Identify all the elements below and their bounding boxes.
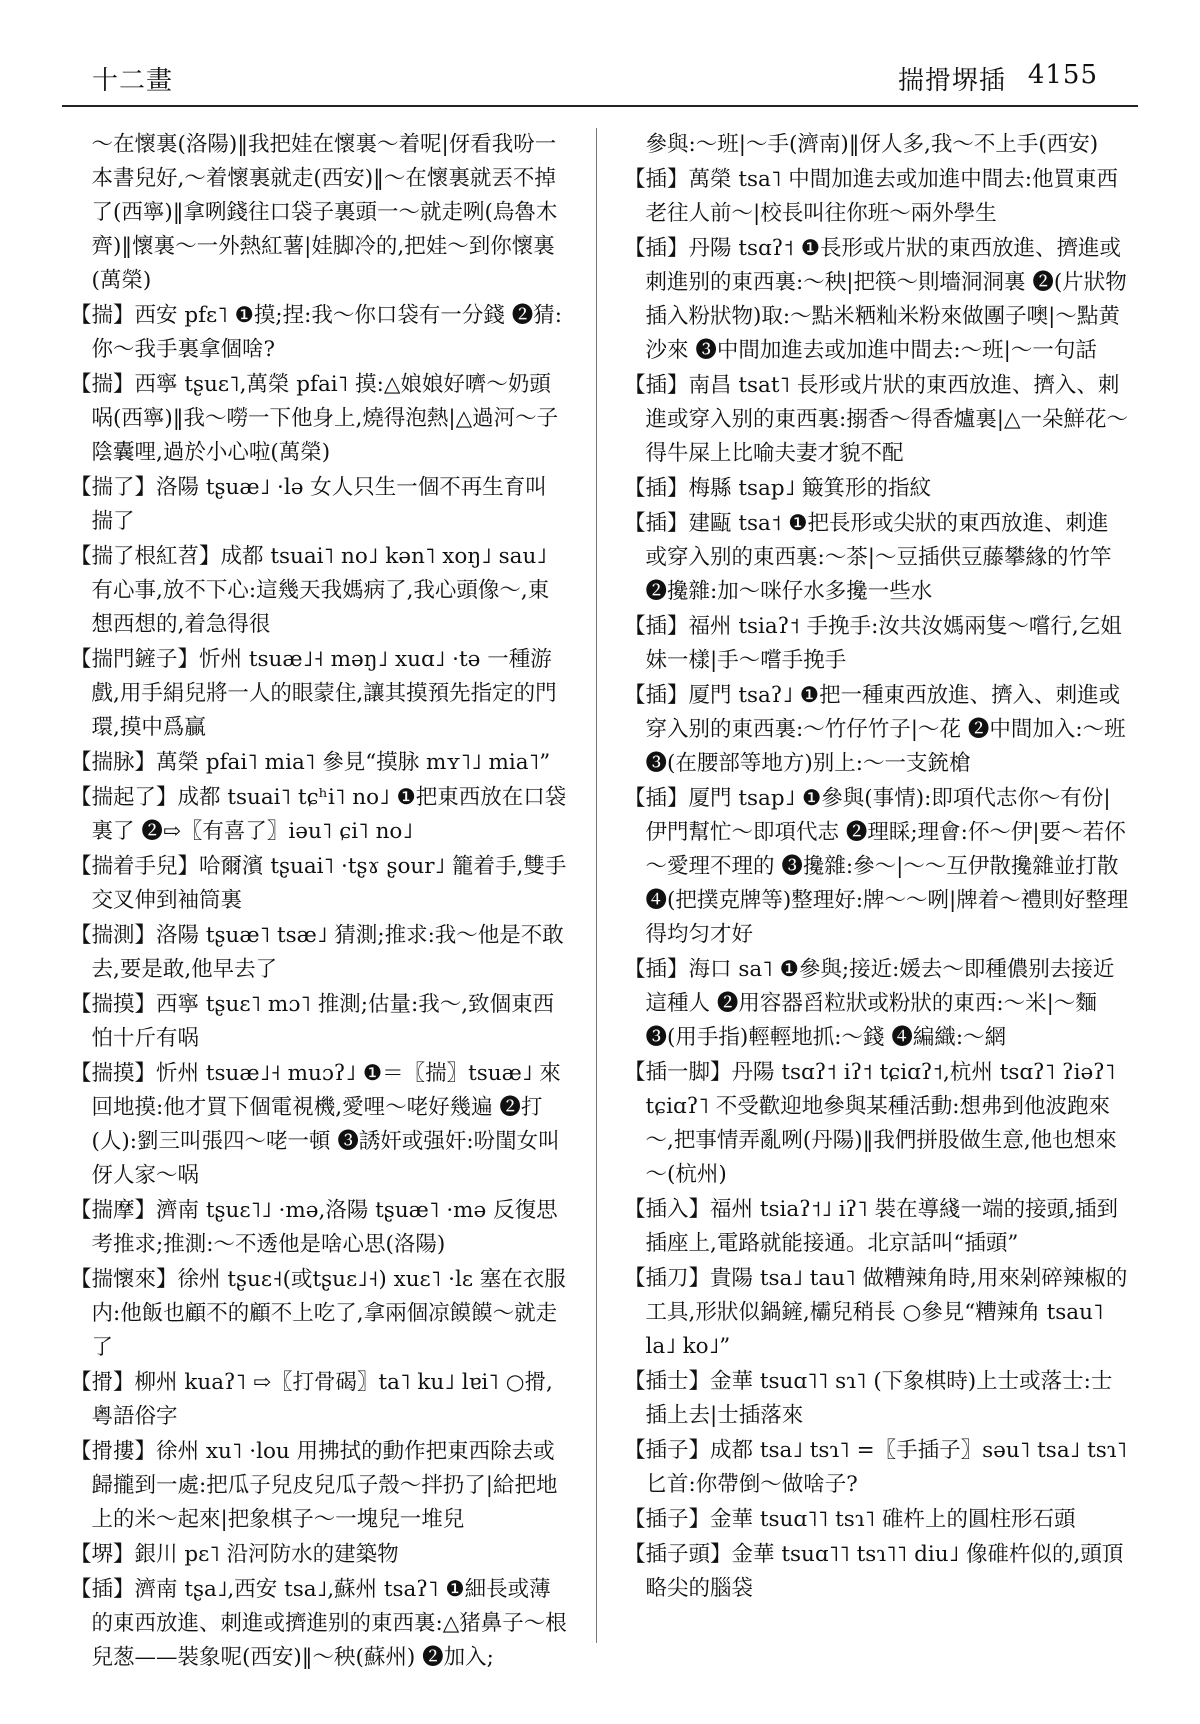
dictionary-entry: 【插】濟南 tʂa˩,西安 tsa˩,蘇州 tsaʔ˥ ❶細長或薄的東西放進、刺進或擠進别的東西裏:△猪鼻子～根兒葱——裝象呢(西安)‖～秧(蘇州) ❷加入; (70, 1577, 567, 1670)
page-number: 4155 (1027, 60, 1098, 90)
dictionary-entry: 【搰摟】徐州 xu˥ ·lou 用拂拭的動作把東西除去或歸攏到一處:把瓜子兒皮兒瓜子殼～拌扔了|給把地上的米～起來|把象棋子～一塊兒一堆兒 (70, 1439, 558, 1532)
dictionary-entry: 【插】厦門 tsap˩ ❶參與(事情):即項代志你～有份|伊門幫忙～即項代志 ❷理睬;理會:伓～伊|要～若伓～愛理不理的 ❸攙雜:參～|～～互伊散攙雜並打散 ❹(把撲克牌等)整理好:牌～～咧|牌着～禮則好整理得均匀才好 (624, 786, 1129, 947)
header-section-label: 十二畫 (92, 66, 174, 96)
column-divider (596, 128, 597, 1643)
entry-continuation: ～在懷裏(洛陽)‖我把娃在懷裏～着呢|伢看我吩一本書兒好,～着懷裏就走(西安)‖～在懷裏就丟不掉了(西寧)‖拿咧錢往口袋子裏頭一～就走咧(烏魯木齊)‖懷裏～一外熱紅薯|娃脚冷的,把娃～到你懷裏(萬榮) (91, 132, 558, 293)
dictionary-entry: 【堺】銀川 pɛ˥ 沿河防水的建築物 (70, 1542, 399, 1567)
dictionary-entry: 【揣】西安 pfɛ˥ ❶摸;捏:我～你口袋有一分錢 ❷猜:你～我手裏拿個啥? (70, 303, 562, 362)
dictionary-entry: 【插】丹陽 tsɑʔ˦ ❶長形或片狀的東西放進、擠進或刺進别的東西裏:～秧|把筷～則墻洞洞裏 ❷(片狀物插入粉狀物)取:～點米粞籼米粉來做團子噢|～點黄沙來 ❸中間加進去或加進中間去:～班|～一句話 (624, 236, 1127, 363)
dictionary-entry: 【插刀】貴陽 tsa˩ tau˥ 做糟辣角時,用來剁碎辣椒的工具,形狀似鍋鏟,欛兒稍長 ○參見“糟辣角 tsau˥ la˩ ko˩” (624, 1266, 1128, 1359)
dictionary-entry: 【插子】金華 tsuɑ˥˥ tsɿ˥ 碓杵上的圓柱形石頭 (624, 1507, 1076, 1532)
dictionary-entry: 【插士】金華 tsuɑ˥˥ sɿ˥ (下象棋時)上士或落士:士插上去|士插落來 (624, 1369, 1113, 1428)
dictionary-entry: 【揣摸】忻州 tsuæ˩˧ muɔʔ˩ ❶＝〖揣〗tsuæ˩ 來回地摸:他才買下個電視機,愛哩～咾好幾遍 ❷打(人):劉三叫張四～咾一頓 ❸誘奸或强奸:吩閨女叫伢人家～㖞 (70, 1061, 561, 1188)
dictionary-entry: 【揣起了】成都 tsuai˥ tɕʰi˥ no˩ ❶把東西放在口袋裏了 ❷⇨〖有喜了〗iəu˥ ɕi˥ no˩ (70, 785, 567, 844)
dictionary-entry: 【插子】成都 tsa˩ tsɿ˥ =〖手插子〗səu˥ tsa˩ tsɿ˥ 匕首:你帶倒～做啥子? (624, 1438, 1128, 1497)
dictionary-entry: 【插一脚】丹陽 tsɑʔ˦ iʔ˦ tɕiɑʔ˦,杭州 tsɑʔ˥ ʔiəʔ˥ tɕiɑʔ˥ 不受歡迎地參與某種活動:想弗到他波跑來～,把事情弄亂咧(丹陽)‖我們拼股做生意,他也想來～(杭州) (624, 1060, 1117, 1187)
dictionary-entry: 【插】萬榮 tsa˥ 中間加進去或加進中間去:他買東西老往人前～|校長叫往你班～兩外學生 (624, 167, 1119, 226)
dictionary-entry: 【揣脉】萬榮 pfai˥ mia˥ 參見“摸脉 mʏ˥˩ mia˥” (70, 750, 551, 775)
dictionary-entry: 【揣懷來】徐州 tʂuɛ˧(或tʂuɛ˩˧) xuɛ˥ ·lɛ 塞在衣服内:他飯也顧不的顧不上吃了,拿兩個凉饃饃～就走了 (70, 1267, 566, 1360)
dictionary-entry: 【插子頭】金華 tsuɑ˥˥ tsɿ˥˥ diu˩ 像碓杵似的,頭頂略尖的腦袋 (624, 1542, 1124, 1601)
dictionary-entry: 【揣摸】西寧 tʂuɛ˥ mɔ˥ 推測;估量:我～,致個東西怕十斤有㖞 (70, 992, 555, 1051)
dictionary-entry: 【揣了】洛陽 tʂuæ˩ ·lə 女人只生一個不再生育叫揣了 (70, 475, 547, 534)
dictionary-entry: 【插】梅縣 tsap˩ 簸箕形的指紋 (624, 476, 932, 501)
header-right (898, 60, 1098, 97)
dictionary-entry: 【插】福州 tsiaʔ˦ 手挽手:汝共汝媽兩隻～嚐行,乞姐妹一樣|手～嚐手挽手 (624, 614, 1122, 673)
header-rule (62, 105, 1138, 107)
dictionary-entry: 【插】建甌 tsa˦ ❶把長形或尖狀的東西放進、刺進或穿入别的東西裏:～茶|～豆插供豆藤攀緣的竹竿 ❷攙雜:加～咪仔水多攙一些水 (624, 511, 1112, 604)
right-column (624, 128, 1130, 1607)
entry-continuation: 參與:～班|～手(濟南)‖伢人多,我～不上手(西安) (645, 132, 1099, 157)
left-column (70, 128, 567, 1676)
dictionary-entry: 【揣了根紅苕】成都 tsuai˥ no˩ kən˥ xoŋ˩ sau˩ 有心事,放不下心:這幾天我媽病了,我心頭像～,東想西想的,着急得很 (70, 544, 550, 637)
dictionary-entry: 【揣測】洛陽 tʂuæ˥ tsæ˩ 猜測;推求:我～他是不敢去,要是敢,他早去了 (70, 923, 564, 982)
header-headword-chars: 揣搰堺插 (897, 66, 1006, 96)
dictionary-entry: 【插】海口 sa˥ ❶參與;接近:媛去～即種儂别去接近這種人 ❷用容器舀粒狀或粉狀的東西:～米|～麵 ❸(用手指)輕輕地抓:～錢 ❹編織:～網 (624, 957, 1115, 1050)
dictionary-entry: 【插入】福州 tsiaʔ˦˩ iʔ˥ 裝在導綫一端的接頭,插到插座上,電路就能接通。北京話叫“插頭” (624, 1197, 1118, 1256)
dictionary-entry: 【揣】西寧 tʂuɛ˥,萬榮 pfai˥ 摸:△娘娘好嚌～奶頭㖞(西寧)‖我～嘮一下他身上,燒得泡熱|△過河～子陰囊哩,過於小心啦(萬榮) (70, 372, 559, 465)
dictionary-entry: 【插】厦門 tsaʔ˩ ❶把一種東西放進、擠入、刺進或穿入别的東西裏:～竹仔竹子|～花 ❷中間加入:～班 ❸(在腰部等地方)别上:～一支銃槍 (624, 683, 1126, 776)
dictionary-entry: 【揣門鏟子】忻州 tsuæ˩˧ məŋ˩ xuɑ˩ ·tə 一種游戲,用手絹兒將一人的眼蒙住,讓其摸預先指定的門環,摸中爲贏 (70, 647, 557, 740)
dictionary-entry: 【搰】柳州 kuaʔ˥ ⇨〖打骨碣〗ta˥ ku˩ lɐi˥ ○搰,粵語俗字 (70, 1370, 553, 1429)
dictionary-entry: 【插】南昌 tsat˥ 長形或片狀的東西放進、擠入、刺進或穿入别的東西裏:搦香～得香爐裏|△一朵鮮花～得牛屎上比喻夫妻才貌不配 (624, 373, 1129, 466)
dictionary-entry: 【揣摩】濟南 tʂuɛ˥˩ ·mə,洛陽 tʂuæ˥ ·mə 反復思考推求;推測:～不透他是啥心思(洛陽) (70, 1198, 558, 1257)
dictionary-entry: 【揣着手兒】哈爾濱 tʂuai˥ ·tʂɤ ʂour˩ 籠着手,雙手交叉伸到袖筒裏 (70, 854, 567, 913)
